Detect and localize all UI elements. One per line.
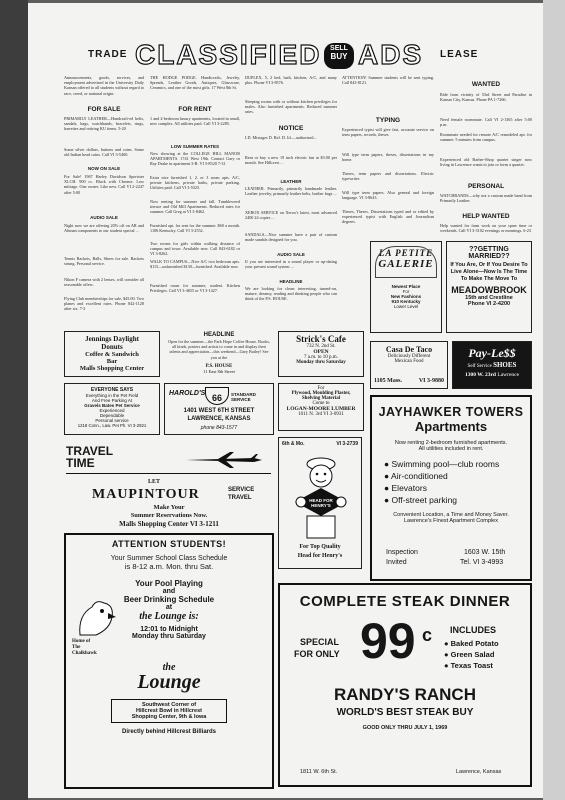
attention-l3: Your Pool Playing: [135, 579, 203, 588]
ad-text: Will type term papers. Also general and foreign language. VI 3-8643.: [342, 190, 434, 201]
steak-item: [444, 650, 494, 659]
married-name: MEADOWBROOK: [451, 285, 527, 295]
steak-tag: WORLD'S BEST STEAK BUY: [336, 707, 474, 718]
banner-lease: LEASE: [440, 49, 479, 60]
amenity-item: [384, 458, 530, 470]
taco-addr: 1105 Mass.: [374, 378, 403, 384]
heading-now-on-sale: NOW ON SALE: [87, 166, 121, 171]
ad-text: Theses, term papers and dissertations. Electric typewriter.: [342, 171, 434, 182]
heading-for-rent: FOR RENT: [178, 106, 212, 113]
bullet-icon: ●: [384, 471, 390, 481]
pets-line: EVERYONE SAYS: [90, 387, 134, 393]
ad-text: Now showing at the COLLEGE HILL MANOR APARTMENTS. 1741 West 19th. Contact Gary or Ray Drake in apartment 3-B. VI 3-8520 7-31: [150, 151, 240, 167]
stricks-open: OPEN: [313, 349, 329, 355]
attention-l5: Beer Drinking Schedule: [123, 595, 215, 604]
pets-line: Personal service: [95, 418, 129, 423]
attention-home1: Home of: [72, 639, 91, 644]
ps-house-title: HEADLINE: [203, 332, 235, 338]
attention-corner3: Shopping Center, 9th & Iowa: [131, 714, 207, 720]
jayhawker-addr: 1603 W. 15th: [464, 549, 506, 556]
heading-help-wanted: HELP WANTED: [462, 213, 510, 220]
ad-text: Sleeping rooms with or without kitchen privileges for males. Also furnished apartments. Reduced summer rates.: [245, 99, 337, 115]
heading-notice: NOTICE: [278, 125, 304, 132]
ad-text: WATCHBANDS—why not a custom made band from Primarily Leather.: [440, 193, 532, 204]
heading-wanted: WANTED: [471, 81, 501, 88]
ad-text: Some silver dollars, buttons and coins. Some old Indian head coins. Call VI 3-5400.: [64, 147, 144, 158]
banner-classified: CLASSIFIED: [135, 39, 322, 70]
ad-headline-ps-house: [164, 331, 274, 377]
jayhawker-invited: Invited: [386, 559, 407, 566]
attention-home2: The: [72, 645, 81, 650]
jayhawker-tag1: Convenient Location, a Time and Money Saver.: [393, 512, 509, 518]
steak-price: 99: [360, 613, 416, 669]
ad-text: Ride from vicinity of 53rd Street and Paradise in Kansas City, Kansas. Phone PA 1-7266.: [440, 92, 532, 103]
stricks-days: Monday thru Saturday: [296, 360, 346, 365]
ad-la-petite-galerie: [370, 241, 442, 333]
taco-phone: VI 3-9880: [418, 378, 444, 384]
column-2-intro: THE HODGE PODGE. Handicrafts, Jewelry, Spreads, Leather Goods, Antiques, Glassware, Ceramics, and one of the most gifts. 17 West 8th St.: [150, 75, 240, 91]
steak-special2: FOR ONLY: [294, 649, 340, 659]
banner-trade: TRADE: [88, 49, 128, 60]
column-1: [64, 75, 144, 323]
amenity-label: Off-street parking: [391, 495, 458, 505]
column-1-intro: Announcements, goods, services, and employment advertised in the University Daily Kansan offered to all students without regard to race, creed, or national origin.: [64, 75, 144, 96]
harolds-sub: STANDARD SERVICE: [231, 392, 256, 402]
column-2: [150, 75, 240, 315]
harolds-phone: phone 843-1577: [200, 425, 238, 431]
travel-let: LET: [148, 479, 161, 485]
ad-text: Extra nice furnished 1, 2, or 3 room apts. A/C, private kitchens, private baths, private parking. Utilities paid. Call VI 3-5525.: [150, 175, 240, 191]
henrys-badge: HEAD FOR HENRY'S: [309, 498, 333, 508]
ad-text: Experienced old Barber-Shop quartet singer now living in Lawrence wants to join or form a quartet.: [440, 157, 532, 168]
jennings-line: Jennings Daylight: [85, 335, 139, 343]
attention-l9: Monday thru Saturday: [132, 633, 206, 640]
ad-text: Experienced typist will give fast, accurate service on term papers, records, theses.: [342, 127, 434, 138]
ad-logan-moore-lumber: [278, 383, 364, 431]
ad-jennings-donuts: [64, 331, 160, 377]
amenity-item: [384, 470, 530, 482]
ad-text: Roommate needed for remote A/C remodeled apt. for summer. 5 minutes from campus.: [440, 132, 532, 143]
stricks-hours: 7 a.m. to 10 p.m.: [304, 355, 338, 360]
bullet-icon: ●: [444, 661, 451, 670]
payless-row: [453, 361, 531, 369]
ad-stricks-cafe: [278, 331, 364, 377]
steak-item-label: Baked Potato: [450, 639, 499, 648]
married-addr: 15th and Crestline: [465, 295, 513, 301]
travel-service: SERVICE: [228, 487, 255, 493]
galerie-line1: LA PETITE: [378, 248, 434, 258]
jayhawker-intro2: All utilities included in rent.: [418, 446, 484, 452]
steak-addr: 1811 W. 6th St.: [300, 769, 338, 775]
ad-text: Furnished room for summer, student. Kitchen Privileges. Call VI 3-4655 or VI 3-1427.: [150, 283, 240, 294]
jayhawker-intro: Now renting 2-bedroom furnished apartments.: [394, 440, 508, 446]
airplane-icon: [184, 451, 264, 469]
attention-corner2: Hillcrest Bowl in Hillcrest: [135, 708, 203, 714]
married-line1: ??GETTING: [469, 246, 509, 253]
galerie-line6: 910 Kentucky: [391, 299, 421, 304]
harolds-city: LAWRENCE, KANSAS: [187, 416, 251, 422]
banner-sell-buy-badge: [324, 43, 354, 69]
ad-text: Nikon F camera with 2 lenses, will consider all reasonable offers.: [64, 277, 144, 288]
pets-line: 1218 Conn., Law. Pet Ph. VI 3-2921: [77, 423, 147, 428]
heading-typing: TYPING: [375, 117, 401, 124]
ad-text: Need female roommate. Call VI 2-1365 after 5:00 p.m.: [440, 117, 532, 128]
travel-rule: [66, 473, 271, 474]
harolds-name: HAROLD'S: [169, 390, 206, 397]
lumber-line: Come to: [312, 401, 330, 406]
pets-line: Everything in the Pet Field: [85, 393, 139, 398]
galerie-line7: Lower Level: [393, 304, 419, 309]
steak-city: Lawrence, Kansas: [456, 769, 502, 775]
henrys-phone: VI 3-2739: [336, 441, 358, 447]
heading-audio-sale-b: AUDIO SALE: [277, 252, 305, 257]
heading-headline-b: HEADLINE: [279, 279, 303, 284]
attention-corner1: Southwest Corner of: [141, 702, 197, 708]
steak-cents: c: [422, 625, 433, 645]
lumber-line: Plywood, Moulding Plaster,: [291, 391, 351, 396]
ad-text: Now renting for summer and fall. Tumbleweed terrace and Old Mill Apartments. Reduced rates for summer. Call Greg at VI 3-8462.: [150, 199, 240, 215]
payless-sub: Self Service: [467, 364, 492, 369]
banner-buy: BUY: [330, 52, 348, 61]
ad-text: PRIMARILY LEATHER—Handcraft-ed belts, sandals, bags, watchbands, bracelets, rings, barrettes and retiring KU items. 5-20: [64, 116, 144, 132]
travel-line1: Make Your: [153, 504, 185, 511]
pets-line: Experienced: [99, 408, 125, 413]
heading-low-summer-rates: LOW SUMMER RATES: [171, 144, 219, 149]
attention-l7: the Lounge is:: [139, 611, 199, 622]
travel-line3: Malls Shopping Center VI 3-1211: [119, 520, 219, 528]
ps-house-addr: 11 East 8th Street: [203, 369, 235, 374]
galerie-line3: Newest Place: [391, 284, 421, 289]
married-line3: If You Are, Or If You Desire To Live Alone—Now Is The Time To Make The Move To: [450, 262, 528, 282]
amenity-label: Swimming pool—club rooms: [391, 459, 500, 469]
attention-footer: Directly behind Hillcrest Billiards: [121, 729, 217, 735]
jayhawker-title1: JAYHAWKER TOWERS: [378, 405, 524, 419]
harolds-addr: 1401 WEST 6TH STREET: [183, 408, 255, 414]
steak-item-label: Green Salad: [450, 650, 495, 659]
attention-l6: at: [165, 604, 173, 611]
bullet-icon: ●: [444, 650, 451, 659]
heading-personal: PERSONAL: [467, 183, 505, 190]
jayhawker-amenities: [384, 458, 530, 506]
galerie-line5: New Fashions: [390, 294, 422, 299]
ad-text: Theses, Theses. Dissertations typed and or edited by experienced typist with English and Journalism degrees.: [342, 209, 434, 225]
amenity-label: Elevators: [391, 483, 427, 493]
shield-number: 66: [211, 393, 222, 403]
henrys-tag2: Head for Henry's: [297, 553, 343, 559]
jayhawker-title2: Apartments: [414, 419, 488, 434]
henrys-addr: 6th & Mo.: [282, 441, 305, 447]
ad-maupintour: [64, 439, 274, 527]
stricks-addr: 732 N. 2nd St.: [306, 344, 336, 349]
column-4: [342, 75, 434, 265]
ps-house-place: P.S. HOUSE: [205, 364, 233, 369]
ad-text: WALK TO CAMPUS—Nice A/C two bedroom apts. $115—unfurnished $130—furnished. Available now.: [150, 259, 240, 270]
ad-henrys: [278, 437, 362, 569]
column-3: [245, 75, 337, 335]
attention-l10: the: [162, 662, 176, 673]
attention-title: ATTENTION STUDENTS!: [111, 539, 227, 549]
payless-shoes: SHOES: [493, 361, 517, 369]
ad-attention-students: [64, 533, 274, 789]
attention-l11: Lounge: [137, 671, 201, 693]
ad-getting-married-meadowbrook: [446, 241, 532, 333]
ad-text: For Sale! 1967 Harley Davidson Sportster XLCH. 900 cc. Black with Chrome. Low mileage. One owner. Like new. Call VI 2-2247 after 5:00: [64, 174, 144, 195]
henrys-mascot-icon: [289, 450, 353, 540]
galerie-frame-icon: [375, 246, 437, 278]
ad-text: 1 and 2-bedroom luxury apartments, located in small, new complex. All utilities paid. Call VI 3-2285.: [150, 116, 240, 127]
ad-text: XEROX SERVICE on Xerox's latest, most advanced 2400 24 copies ...: [245, 210, 337, 221]
bullet-icon: ●: [444, 639, 451, 648]
amenity-label: Air-conditioned: [391, 471, 448, 481]
jennings-line: Bar: [106, 358, 118, 365]
payless-city: Lawrence: [497, 372, 520, 378]
steak-includes: INCLUDES: [450, 625, 497, 635]
taco-line1: Deliciously Different: [387, 354, 431, 359]
right-edge-strip: [543, 0, 565, 800]
jennings-line: Malls Shopping Center: [79, 365, 145, 372]
hawk-mascot-icon: [74, 595, 118, 637]
ad-text: Furnished apt. for rent for the summer. $60 a month. 1106 Kentucky. Call VI 3-2552.: [150, 223, 240, 234]
taco-line2: Mexican Food: [394, 359, 424, 364]
lumber-line: For: [317, 386, 325, 391]
jayhawker-tag2: Lawrence's Finest Apartment Complex: [404, 518, 498, 524]
ad-text: Flying Club memberships for sale, $45.00. Two planes and excellent rates. Phone 842-1128 after six. 7-3: [64, 296, 144, 312]
jennings-line: Coffee & Sandwich: [85, 351, 139, 358]
ad-casa-de-taco: [370, 341, 448, 389]
attention-corner-box: [111, 699, 227, 723]
amenity-item: [384, 494, 530, 506]
attention-home3: Chalkhawk: [72, 651, 97, 656]
galerie-line2: GALERIE: [378, 258, 434, 270]
taco-name: Casa De Taco: [385, 345, 433, 354]
travel-name: MAUPINTOUR: [92, 487, 200, 502]
steak-name: RANDY'S RANCH: [334, 685, 476, 704]
ad-text: LEATHER. Primarily, primarily handmade leather. Leather jewelry, primarily leather belts, leather bags ...: [245, 186, 337, 197]
heading-audio-sale: AUDIO SALE: [90, 215, 118, 220]
henrys-tag1: For Top Quality: [299, 544, 341, 550]
travel-head: TRAVEL TIME: [66, 444, 113, 470]
jayhawker-inspection: Inspection: [386, 549, 418, 556]
jayhawker-phone: Tel. VI 3-4993: [460, 559, 504, 566]
payless-addr-row: [453, 372, 531, 378]
ad-text: Help wanted for farm work on your spare time or weekends. Call VI 3-3102 evenings or mornings. 6-23: [440, 223, 532, 234]
ad-everyone-says-pets: [64, 383, 160, 435]
ad-jayhawker-towers: [370, 395, 532, 581]
steak-item-label: Texas Toast: [450, 661, 493, 670]
ad-text: SANDALS—Nice summer have a pair of custom made sandals designed for you.: [245, 232, 337, 243]
ad-text: We are looking for clean: interesting, turned-on, mature, dreamy, reading and thinking people who can think of the P.S. HOUSE.: [245, 286, 337, 302]
heading-leather: LEATHER: [280, 179, 302, 184]
ad-text: Tennis Rackets, Balls, Shoes for sale. Rackets strung. Personal service.: [64, 256, 144, 267]
ad-harolds-standard: [164, 383, 274, 435]
attention-l8: 12:01 to Midnight: [140, 626, 198, 633]
lumber-line: LOGAN-MOORE LUMBER: [286, 406, 356, 412]
newspaper-page: [28, 3, 543, 798]
payless-addr: 1300 W. 23rd: [464, 372, 496, 378]
steak-good: GOOD ONLY THRU JULY 1, 1969: [362, 725, 448, 731]
bullet-icon: ●: [384, 483, 390, 493]
banner-ads: ADS: [358, 39, 424, 70]
travel-travel: TRAVEL: [228, 495, 252, 501]
column-3-intro: DUPLEX, 5, 2 bed, bath, kitchen, A/C, and many plus. Phone VI 3-8576.: [245, 75, 337, 86]
ad-payless-shoes: [452, 341, 532, 389]
ad-text: Two rooms for girls within walking distance of campus and town. Available now. Call 843-6182 or VI 3-8262.: [150, 241, 240, 257]
heading-for-sale: FOR SALE: [87, 106, 121, 113]
column-5: [440, 75, 532, 245]
galerie-line4: For: [402, 289, 410, 294]
ps-house-body: Open for the summer—the Park Hope Coffee House. Books, all kinds, posters and artists to come in and display their talents and appreciation—this weekend—Gary Bailey! See you at the: [168, 339, 270, 360]
ad-text: Rent or buy a new 19 inch electric fan at $3.00 per month. See Hillcrest ...: [245, 155, 337, 166]
lumber-line: Shelving Material: [301, 396, 341, 401]
column-4-intro: ATTENTION! Summer students will be sent typing. Call 843-8121.: [342, 75, 434, 86]
married-line2: MARRIED??: [468, 253, 510, 260]
steak-item: [444, 639, 499, 648]
bullet-icon: ●: [384, 459, 390, 469]
married-phone: Phone VI 2-4200: [467, 301, 511, 307]
attention-l2: is 8-12 a.m. Mon. thru Sat.: [124, 562, 214, 571]
pets-line: Dependable: [99, 413, 125, 418]
ad-randys-ranch: [278, 583, 532, 787]
jennings-line: Donuts: [101, 343, 123, 351]
ad-text: Night now we are offering 20% off on AR and Altman components to our student special ...: [64, 223, 144, 234]
left-binding-strip: [0, 0, 28, 800]
steak-item: [444, 661, 493, 670]
shield-66-icon: [205, 387, 229, 405]
steak-special1: SPECIAL: [300, 637, 340, 647]
payless-name: Pay-Le$$: [468, 346, 516, 360]
amenity-item: [384, 482, 530, 494]
attention-l4: and: [162, 588, 176, 595]
ad-text: Will type term papers, theses, dissertations in my home.: [342, 152, 434, 163]
travel-line2: Summer Reservations Now.: [130, 512, 208, 519]
classified-banner: [88, 37, 488, 71]
banner-sell: SELL: [330, 45, 348, 52]
ad-text: I.D. Mistages D. Ref. D. Id.—authorized...: [245, 135, 317, 140]
stricks-name: Strick's Cafe: [296, 334, 346, 344]
pets-line: And Free Parking At: [91, 398, 133, 403]
attention-l1: Your Summer School Class Schedule: [110, 555, 228, 562]
ad-text: If you are interested in a sound player or up-dating your present sound system ...: [245, 259, 337, 270]
pets-line: Gravels Bates Pet Service: [84, 403, 140, 408]
steak-title: COMPLETE STEAK DINNER: [299, 593, 511, 610]
bullet-icon: ●: [384, 495, 390, 505]
lumber-line: 1011 N. 3rd VI 3-0931: [298, 412, 344, 417]
